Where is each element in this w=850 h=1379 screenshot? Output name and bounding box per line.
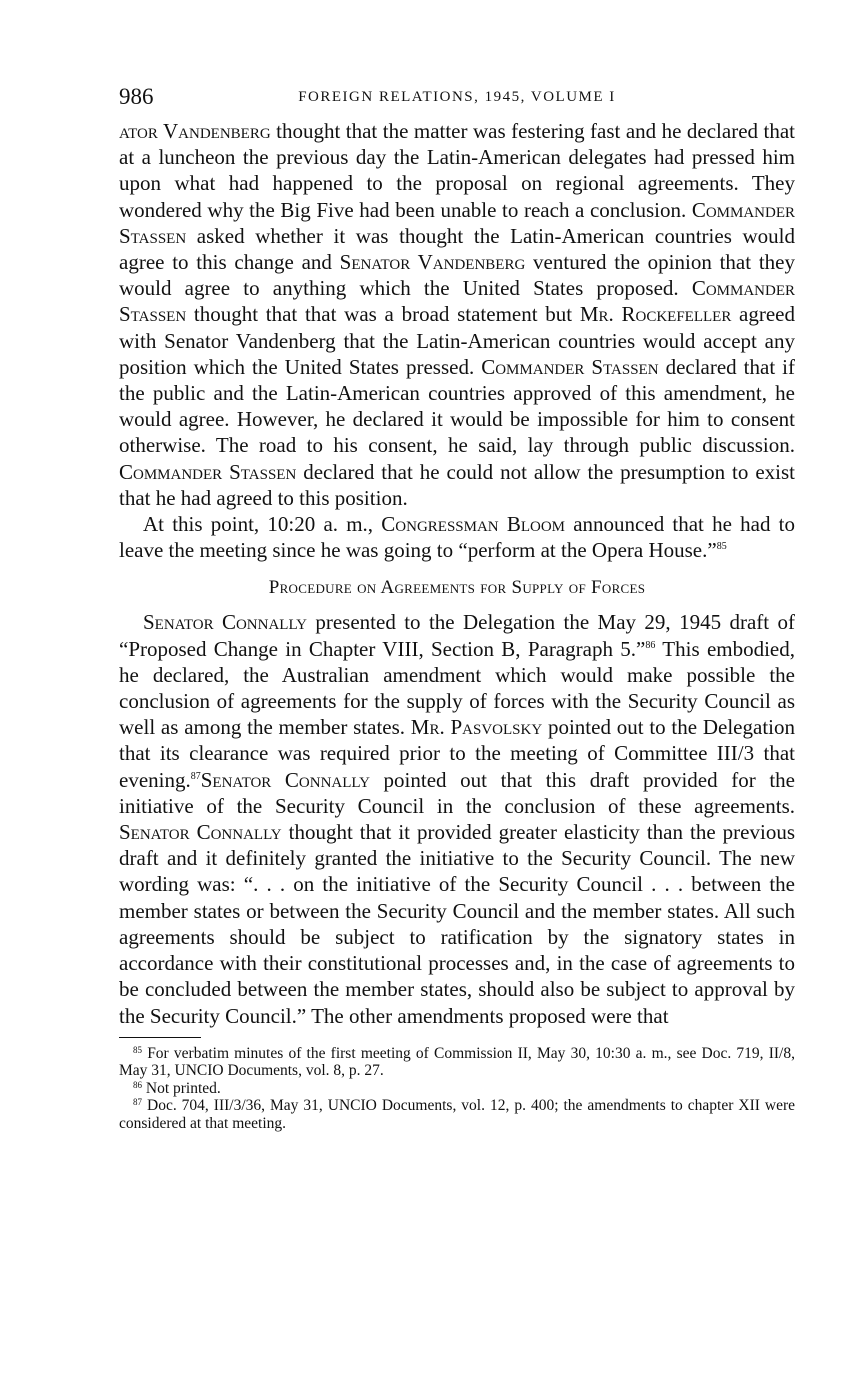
footnote-ref-86[interactable]: 86 [645, 639, 656, 651]
paragraph-text: At this point, 10:20 a. m., [143, 512, 382, 537]
paragraph-text: thought that the matter was festering fast and he declared that at a luncheon the previous day the Latin-American delegates had pressed him upon what had happened to the proposal on regional agreements. They wondered why the Big Five had been unable to reach a conclusion. [119, 119, 795, 222]
paragraph-text: agreed with Senator Vandenberg that the Latin-American countries would accept any position which the United States pressed. [119, 302, 795, 379]
paragraph-text: thought that that was a broad statement but [186, 302, 580, 327]
running-head: FOREIGN RELATIONS, 1945, VOLUME I [298, 89, 616, 105]
speaker-name: Mr. Pasvolsky [410, 715, 543, 740]
paragraph-vandenberg-stassen [119, 118, 795, 511]
speaker-name: Senator Connally [200, 767, 370, 792]
paragraph-bloom [119, 511, 795, 563]
speaker-name: Commander Stassen [119, 459, 297, 484]
footnote-86 [119, 1080, 795, 1098]
paragraph-text: presented to the Delegation the May 29, 1945 draft of “Proposed Change in Chapter VIII, Section B, Paragraph 5.” [119, 610, 795, 661]
footnote-number: 85 [133, 1044, 142, 1055]
footnote-number: 86 [133, 1079, 142, 1090]
page-header [119, 84, 795, 118]
footnote-85 [119, 1045, 795, 1080]
footnote-divider [119, 1037, 201, 1038]
speaker-name: Senator Connally [119, 820, 282, 845]
paragraph-text: declared that he could not allow the presumption to exist that he had agreed to this position. [119, 459, 795, 510]
speaker-name: Mr. Rockefeller [579, 302, 732, 327]
footnote-text: Not printed. [145, 1079, 221, 1097]
page [119, 84, 795, 1132]
speaker-name: Commander Stassen [119, 276, 795, 327]
footnote-ref-87[interactable]: 87 [190, 770, 201, 782]
footnote-ref-85[interactable]: 85 [716, 541, 727, 553]
paragraph-text: announced that he had to leave the meeting since he was going to “perform at the Opera House.” [119, 512, 795, 563]
paragraph-text: ventured the opinion that they would agree to anything which the United States proposed. [119, 250, 795, 301]
speaker-name: Commander Stassen [481, 354, 659, 379]
page-number: 986 [119, 84, 154, 109]
paragraph-text: thought that it provided greater elasticity than the previous draft and it definitely granted the initiative to the Security Council. The new wording was: “. . . on the initiative of the Security Council . . . between the member states or between the Security Council and the member states. All such agreements should be subject to ratification by the signatory states in accordance with their constitutional processes and, in the case of agreements to be concluded between the member states, should also be subject to approval by the Security Council.” The other amendments proposed were that [119, 820, 795, 1028]
paragraph-text: This embodied, he declared, the Australian amendment which would make possible the conclusion of agreements for the supply of forces with the Security Council as well as among the member states. [119, 636, 796, 740]
speaker-name: Senator Vandenberg [339, 250, 526, 275]
speaker-name: ator Vandenberg [119, 119, 271, 143]
paragraph-text: pointed out that this draft provided for the initiative of the Security Council in the conclusion of these agreements. [119, 767, 795, 818]
paragraph-text: asked whether it was thought the Latin-American countries would agree to this change and [119, 223, 795, 275]
speaker-name: Commander Stassen [119, 197, 795, 248]
paragraph-text: declared that if the public and the Latin-American countries approved of this amendment, he would agree. However, he declared it would be impossible for him to consent otherwise. The road to his consent, he said, lay through public discussion. [119, 354, 795, 458]
footnote-87 [119, 1097, 795, 1132]
footnote-number: 87 [133, 1097, 142, 1108]
footnote-text: For verbatim minutes of the first meeting of Commission II, May 30, 10:30 a. m., see Doc. 719, II/8, May 31, UNCIO Documents, vol. 8, p. 27. [119, 1044, 795, 1080]
speaker-name: Senator Connally [143, 610, 307, 635]
paragraph-connally [119, 609, 795, 1028]
section-heading: Procedure on Agreements for Supply of Forces [268, 577, 646, 599]
speaker-name: Congressman Bloom [381, 512, 566, 537]
footnote-text: Doc. 704, III/3/36, May 31, UNCIO Documents, vol. 12, p. 400; the amendments to chapter XII were considered at that meeting. [119, 1097, 796, 1132]
paragraph-text: pointed out to the Delegation that its clearance was required prior to the meeting of Committee III/3 that evening. [119, 715, 795, 792]
